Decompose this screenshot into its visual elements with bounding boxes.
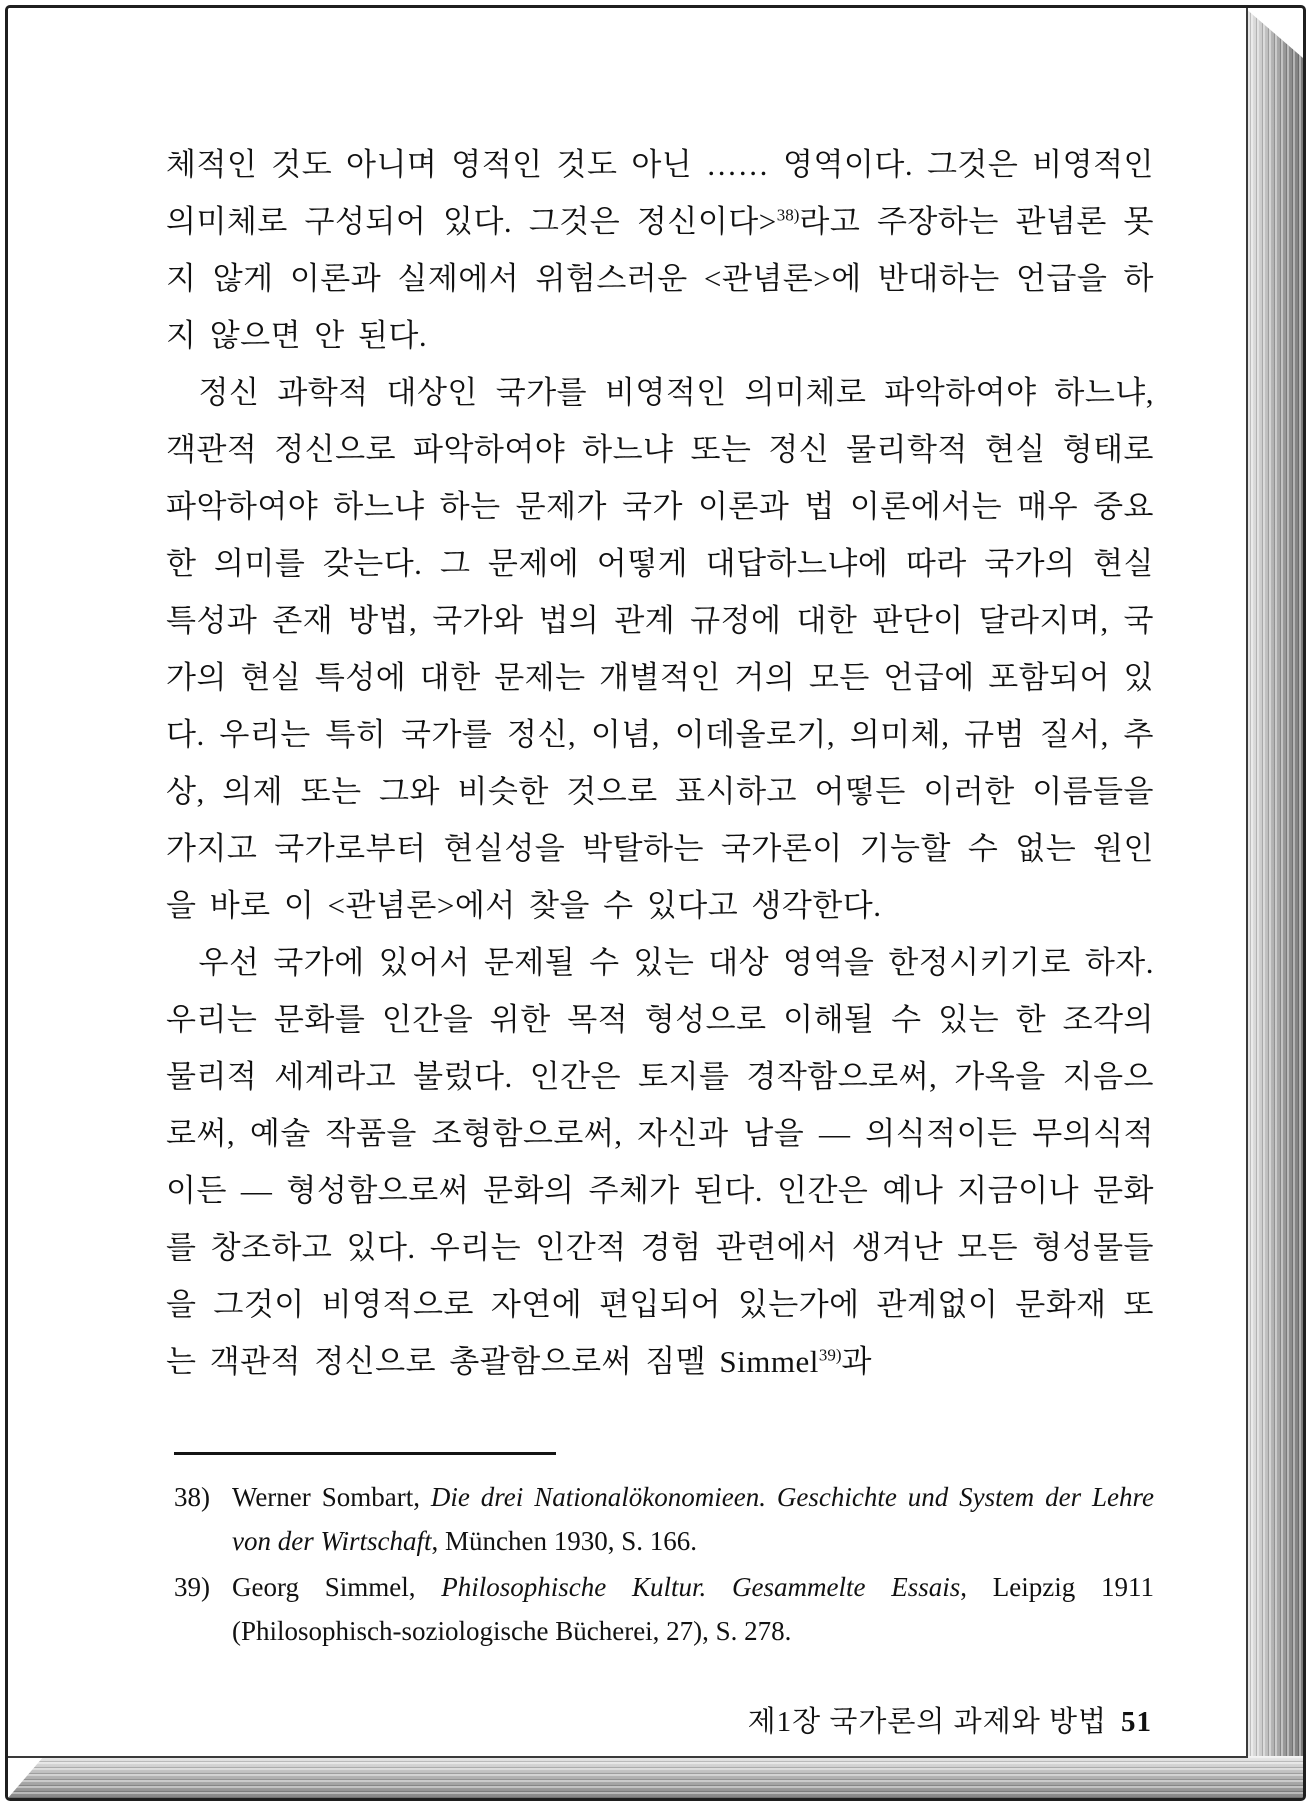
body-text [166, 136, 1154, 1390]
footnote-39 [174, 1565, 1154, 1653]
page-footer [166, 1699, 1154, 1740]
footnote-38-label: 38) [174, 1482, 210, 1512]
footnote-divider [174, 1452, 556, 1455]
footnote-section [166, 1452, 1154, 1653]
page-stack-edge-right [1245, 8, 1303, 1798]
footnote-39-title: Philosophische Kultur. Gesammelte Essais [441, 1572, 961, 1602]
footnote-marker-38: 38) [776, 205, 800, 225]
book-page-scan [5, 5, 1306, 1801]
footnote-38 [174, 1475, 1154, 1563]
paragraph-1-text: 체적인 것도 아니며 영적인 것도 아닌 …… 영역이다. 그것은 비영적인 의미체로 구성되어 있다. 그것은 정신이다> [166, 147, 1154, 239]
paragraph-3-text: 우선 국가에 있어서 문제될 수 있는 대상 영역을 한정시키기로 하자. 우리는 문화를 인간을 위한 목적 형성으로 이해될 수 있는 한 조각의 물리적 세계라고 불렀다. 인간은 토지를 경작함으로써, 가옥을 지음으로써, 예술 작품을 조형함으로써, 자신과 남을 — 의식적이든 무의식적이든 — 형성함으로써 문화의 주체가 된다. 인간은 예나 지금이나 문화를 창조하고 있다. 우리는 인간적 경험 관련에서 생겨난 모든 형성물들을 그것이 비영적으로 자연에 편입되어 있는가에 관계없이 문화재 또는 객관적 정신으로 총괄함으로써 짐멜 Simmel [166, 945, 1154, 1379]
page-face [8, 8, 1248, 1758]
page-content [166, 136, 1154, 1740]
footnote-38-title: Die drei Nationalökonomieen. Geschichte und System der Lehre von der Wirtschaft [232, 1482, 1154, 1556]
paragraph-1 [166, 136, 1154, 364]
footnote-39-author: Georg Simmel, [232, 1572, 442, 1602]
footnote-38-author: Werner Sombart, [232, 1482, 431, 1512]
footnote-38-rest: , München 1930, S. 166. [431, 1526, 697, 1556]
footnote-39-label: 39) [174, 1572, 210, 1602]
chapter-title: 제1장 국가론의 과제와 방법 [747, 1706, 1107, 1738]
paragraph-2: 정신 과학적 대상인 국가를 비영적인 의미체로 파악하여야 하느냐, 객관적 정신으로 파악하여야 하느냐 또는 정신 물리학적 현실 형태로 파악하여야 하느냐 하는 문제가 국가 이론과 법 이론에서는 매우 중요한 의미를 갖는다. 그 문제에 어떻게 대답하느냐에 따라 국가의 현실 특성과 존재 방법, 국가와 법의 관계 규정에 대한 판단이 달라지며, 국가의 현실 특성에 대한 문제는 개별적인 거의 모든 언급에 포함되어 있다. 우리는 특히 국가를 정신, 이념, 이데올로기, 의미체, 규범 질서, 추상, 의제 또는 그와 비슷한 것으로 표시하고 어떻든 이러한 이름들을 가지고 국가로부터 현실성을 박탈하는 국가론이 기능할 수 없는 원인을 바로 이 <관념론>에서 찾을 수 있다고 생각한다. [166, 375, 1154, 923]
footnote-marker-39: 39) [818, 1345, 842, 1365]
page-stack-edge-bottom [8, 1756, 1303, 1798]
footnote-39-rest: , Leipzig 1911 (Philosophisch-soziologische Bücherei, 27), S. 278. [232, 1572, 1154, 1646]
paragraph-3-text-cont: 과 [841, 1344, 872, 1379]
paragraph-3 [166, 934, 1154, 1390]
paragraph-1-text-cont: 라고 주장하는 관념론 못지 않게 이론과 실제에서 위험스러운 <관념론>에 반대하는 언급을 하지 않으면 안 된다. [166, 204, 1154, 353]
page-number: 51 [1121, 1706, 1152, 1738]
